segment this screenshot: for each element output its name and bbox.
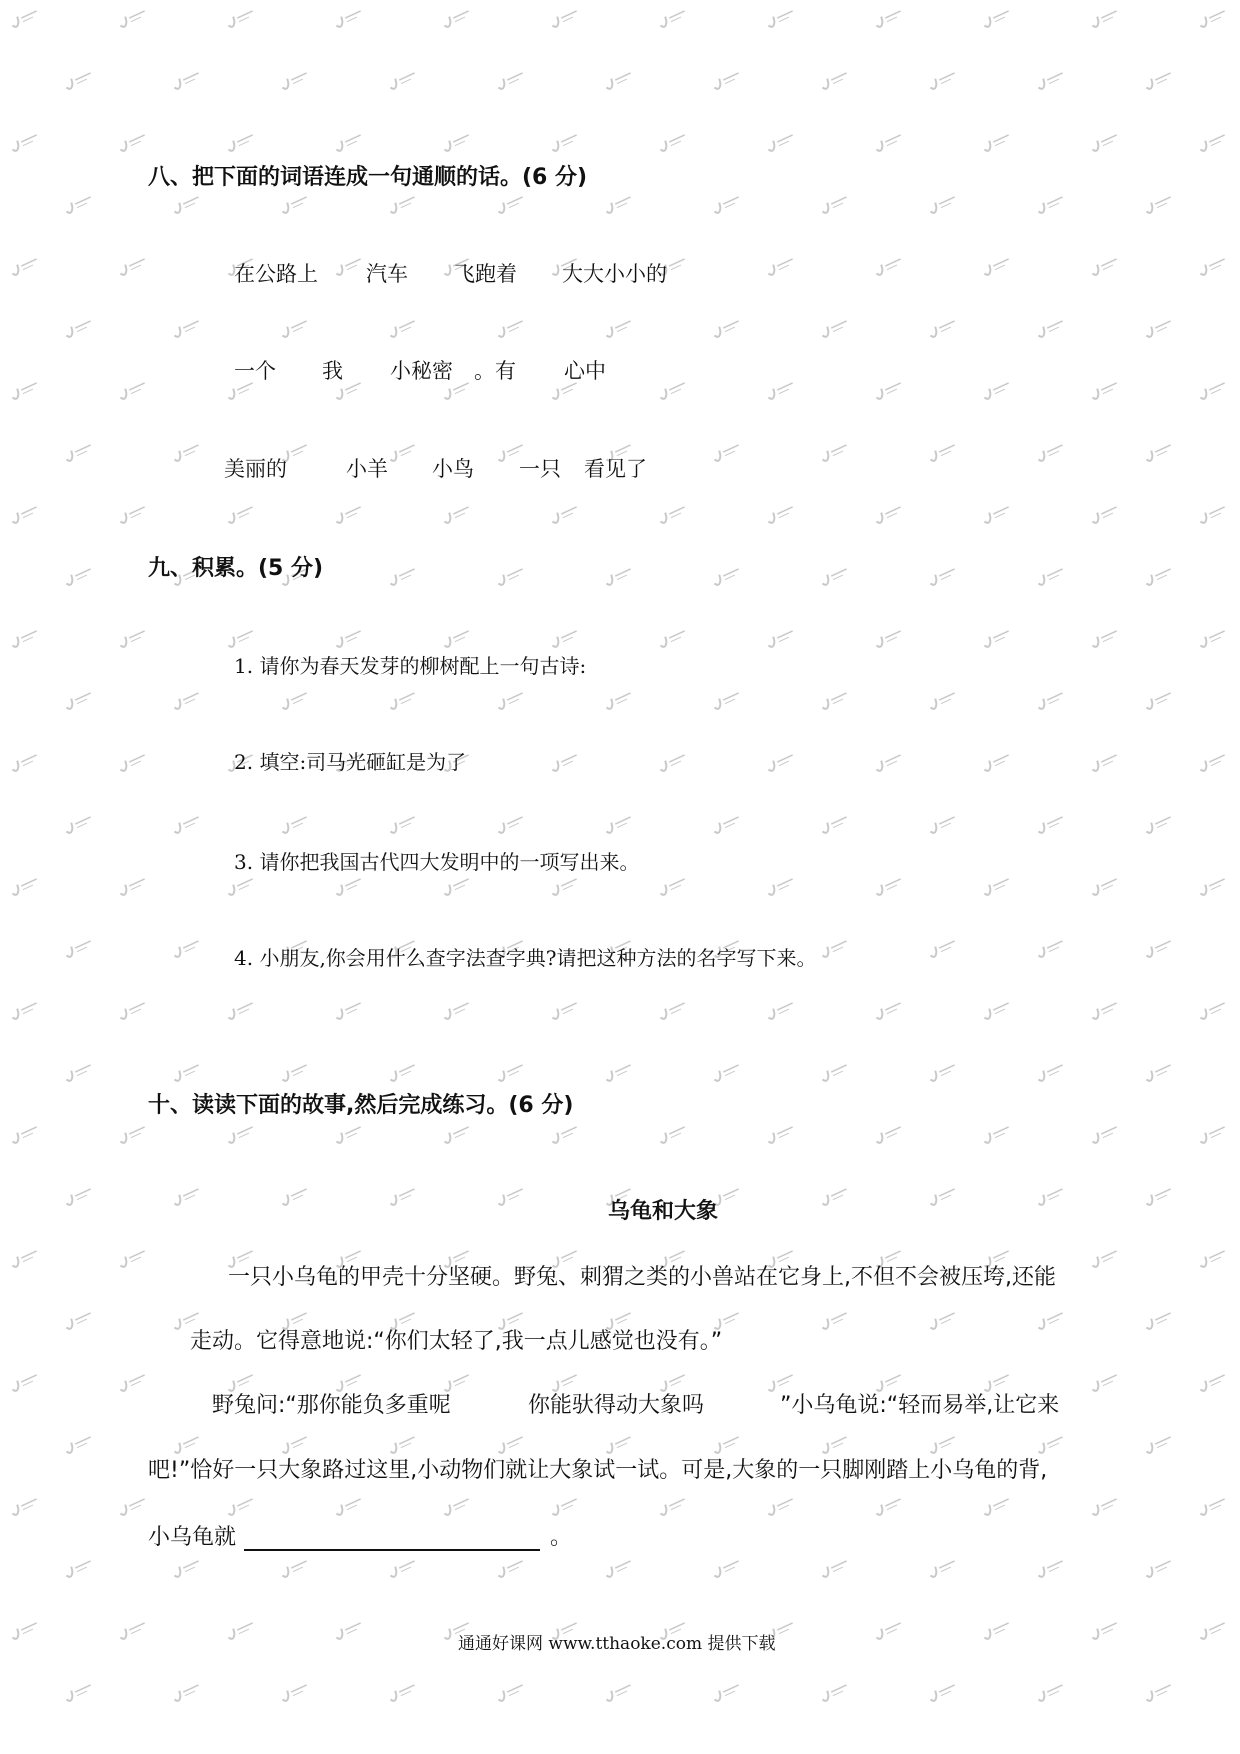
watermark-logo [1144,1434,1173,1454]
watermark-logo [550,752,579,772]
watermark-logo [1036,1062,1065,1082]
watermark-logo [604,814,633,834]
watermark-logo [388,70,417,90]
watermark-logo [982,1124,1011,1144]
watermark-logo [496,1062,525,1082]
watermark-logo [1036,1682,1065,1702]
watermark-logo [874,8,903,28]
word: 看见了 [584,457,647,481]
watermark-logo [496,1682,525,1702]
watermark-logo [1090,752,1119,772]
watermark-logo [928,1310,957,1330]
story-line-5-end: 。 [550,1525,573,1550]
watermark-logo [766,876,795,896]
watermark-logo [10,1496,39,1516]
watermark-logo [766,1000,795,1020]
watermark-logo [334,132,363,152]
story-line-3a: 野兔问:“那你能负多重呢 [212,1393,451,1418]
watermark-logo [388,1558,417,1578]
watermark-logo [64,1186,93,1206]
watermark-logo [496,690,525,710]
watermark-logo [172,1558,201,1578]
watermark-logo [712,194,741,214]
word: 大大小小的 [562,262,667,286]
watermark-logo [280,1434,309,1454]
watermark-logo [1090,1620,1119,1640]
watermark-logo [10,1372,39,1392]
watermark-logo [712,318,741,338]
watermark-logo [928,1062,957,1082]
accumulate-item-4: 4. 小朋友,你会用什么查字法查字典?请把这种方法的名字写下来。 [234,946,817,970]
watermark-logo [766,8,795,28]
watermark-logo [1036,566,1065,586]
watermark-logo [1144,814,1173,834]
watermark-logo [820,1186,849,1206]
watermark-logo [1198,876,1227,896]
watermark-logo [10,876,39,896]
watermark-logo [1144,1062,1173,1082]
story-line-5-text: 小乌龟就 [148,1525,237,1550]
watermark-logo [550,8,579,28]
watermark-logo [442,1000,471,1020]
watermark-logo [1090,1372,1119,1392]
watermark-logo [1198,628,1227,648]
watermark-logo [874,876,903,896]
watermark-logo [658,504,687,524]
watermark-logo [496,70,525,90]
watermark-logo [334,628,363,648]
watermark-logo [1144,1186,1173,1206]
watermark-logo [10,628,39,648]
watermark-logo [64,1682,93,1702]
watermark-logo [658,8,687,28]
watermark-logo [1198,1372,1227,1392]
story-title: 乌龟和大象 [608,1199,719,1224]
watermark-logo [64,1310,93,1330]
story-line-4: 吧!”恰好一只大象路过这里,小动物们就让大象试一试。可是,大象的一只脚刚踏上小乌龟的背, [148,1458,1048,1483]
watermark-logo [550,628,579,648]
watermark-logo [172,690,201,710]
watermark-logo [496,814,525,834]
watermark-logo [712,70,741,90]
watermark-logo [388,690,417,710]
watermark-logo [712,1434,741,1454]
watermark-logo [874,1000,903,1020]
watermark-logo [1090,132,1119,152]
word: 小羊 [346,457,388,481]
watermark-logo [820,318,849,338]
watermark-logo [928,194,957,214]
watermark-logo [1144,690,1173,710]
watermark-logo [928,938,957,958]
accumulate-item-1: 1. 请你为春天发芽的柳树配上一句古诗: [234,654,587,678]
watermark-logo [334,1620,363,1640]
watermark-logo [604,70,633,90]
watermark-logo [172,70,201,90]
watermark-logo [226,504,255,524]
watermark-logo [982,752,1011,772]
watermark-logo [766,1496,795,1516]
watermark-logo [280,1682,309,1702]
accumulate-item-3: 3. 请你把我国古代四大发明中的一项写出来。 [234,850,640,874]
watermark-logo [442,504,471,524]
watermark-logo [1090,1000,1119,1020]
watermark-logo [1198,132,1227,152]
watermark-logo [1090,8,1119,28]
watermark-logo [658,752,687,772]
watermark-logo [118,1000,147,1020]
watermark-logo [766,132,795,152]
watermark-logo [1036,938,1065,958]
watermark-logo [280,1062,309,1082]
watermark-logo [172,814,201,834]
watermark-logo [64,194,93,214]
watermark-logo [982,628,1011,648]
watermark-logo [1198,8,1227,28]
watermark-logo [64,1558,93,1578]
watermark-logo [982,1620,1011,1640]
watermark-logo [928,1434,957,1454]
watermark-logo [550,1124,579,1144]
watermark-logo [766,1124,795,1144]
watermark-logo [550,132,579,152]
watermark-logo [1144,938,1173,958]
watermark-logo [1090,1496,1119,1516]
watermark-logo [658,876,687,896]
word: 一只 [519,457,561,481]
watermark-logo [604,566,633,586]
watermark-logo [1144,1558,1173,1578]
watermark-logo [10,132,39,152]
watermark-logo [550,1496,579,1516]
watermark-logo [64,814,93,834]
watermark-logo [1036,1434,1065,1454]
watermark-logo [874,628,903,648]
watermark-logo [1198,752,1227,772]
watermark-logo [172,1062,201,1082]
watermark-logo [1036,194,1065,214]
watermark-logo [496,566,525,586]
watermark-logo [280,194,309,214]
watermark-logo [118,1124,147,1144]
watermark-logo [496,318,525,338]
watermark-logo [874,504,903,524]
watermark-logo [388,1062,417,1082]
watermark-logo [766,504,795,524]
page-footer: 通通好课网 www.tthaoke.com 提供下载 [458,1634,776,1654]
watermark-logo [550,504,579,524]
watermark-logo [982,8,1011,28]
watermark-logo [172,938,201,958]
watermark-logo [820,1434,849,1454]
story-line-2: 走动。它得意地说:“你们太轻了,我一点儿感觉也没有。” [190,1329,723,1354]
watermark-logo [604,1682,633,1702]
watermark-logo [874,752,903,772]
watermark-logo [118,628,147,648]
watermark-logo [1036,1186,1065,1206]
watermark-logo [982,1496,1011,1516]
watermark-logo [280,1558,309,1578]
watermark-logo [712,1558,741,1578]
watermark-logo [658,132,687,152]
watermark-logo [766,628,795,648]
watermark-logo [658,628,687,648]
watermark-logo [226,876,255,896]
watermark-logo [388,194,417,214]
watermark-logo [604,1434,633,1454]
watermark-logo [874,132,903,152]
watermark-logo [334,8,363,28]
watermark-logo [982,132,1011,152]
watermark-logo [712,1062,741,1082]
watermark-logo [1144,1682,1173,1702]
watermark-logo [928,1682,957,1702]
word: 飞跑着 [454,262,517,286]
watermark-logo [820,1310,849,1330]
watermark-logo [118,504,147,524]
watermark-logo [712,814,741,834]
watermark-logo [334,1000,363,1020]
watermark-logo [658,1000,687,1020]
watermark-logo [496,1186,525,1206]
watermark-logo [604,318,633,338]
watermark-logo [64,690,93,710]
watermark-logo [226,628,255,648]
watermark-logo [496,1434,525,1454]
watermark-logo [10,1620,39,1640]
watermark-logo [496,194,525,214]
watermark-logo [712,690,741,710]
watermark-logo [64,938,93,958]
watermark-logo [64,1434,93,1454]
word: 一个 [234,359,276,383]
watermark-logo [874,1620,903,1640]
watermark-logo [982,504,1011,524]
watermark-logo [1198,504,1227,524]
watermark-logo [172,1186,201,1206]
section10-title: 十、读读下面的故事,然后完成练习。(6 分) [148,1093,574,1118]
watermark-logo [442,8,471,28]
watermark-logo [1036,1558,1065,1578]
watermark-logo [280,690,309,710]
watermark-logo [226,1620,255,1640]
watermark-logo [10,8,39,28]
watermark-logo [388,318,417,338]
watermark-logo [10,1000,39,1020]
watermark-logo [226,1000,255,1020]
watermark-logo [1144,318,1173,338]
watermark-logo [10,1124,39,1144]
watermark-logo [442,1496,471,1516]
watermark-logo [712,566,741,586]
watermark-logo [1198,1000,1227,1020]
watermark-logo [1090,1124,1119,1144]
section9-title: 九、积累。(5 分) [148,556,324,581]
watermark-logo [496,1558,525,1578]
watermark-logo [64,318,93,338]
watermark-logo [1036,1310,1065,1330]
watermark-logo [118,8,147,28]
watermark-logo [1198,1496,1227,1516]
watermark-logo [226,1496,255,1516]
watermark-logo [118,1496,147,1516]
watermark-logo [1144,194,1173,214]
watermark-logo [766,752,795,772]
watermark-logo [820,938,849,958]
watermark-logo [820,1558,849,1578]
word: 我 [322,359,343,383]
story-line-5 [148,1520,572,1551]
watermark-logo [982,876,1011,896]
word: 汽车 [366,262,408,286]
watermark-logo [1144,566,1173,586]
watermark-logo [1198,1620,1227,1640]
watermark-logo [280,318,309,338]
word: 心中 [564,359,606,383]
watermark-logo [442,1124,471,1144]
watermark-logo [118,1372,147,1392]
watermark-logo [172,1682,201,1702]
watermark-logo [118,132,147,152]
watermark-logo [1198,1124,1227,1144]
watermark-logo [118,876,147,896]
watermark-logo [1036,814,1065,834]
watermark-logo [1036,70,1065,90]
watermark-logo [64,70,93,90]
watermark-logo [172,194,201,214]
word: 小鸟 [432,457,474,481]
story-line-3b: 你能驮得动大象吗 [528,1393,705,1418]
watermark-logo [64,566,93,586]
watermark-logo [820,1682,849,1702]
watermark-logo [442,628,471,648]
watermark-logo [1090,628,1119,648]
watermark-logo [820,814,849,834]
accumulate-item-2: 2. 填空:司马光砸缸是为了 [234,750,467,774]
watermark-logo [226,8,255,28]
watermark-logo [820,566,849,586]
watermark-logo [1144,1310,1173,1330]
watermark-logo [1144,70,1173,90]
watermark-logo [550,876,579,896]
section8-title: 八、把下面的词语连成一句通顺的话。(6 分) [148,165,588,190]
watermark-logo [172,318,201,338]
watermark-logo [1090,876,1119,896]
watermark-logo [604,1558,633,1578]
watermark-logo [388,566,417,586]
word: 。有 [474,359,516,383]
watermark-logo [928,566,957,586]
watermark-logo [1090,1248,1119,1268]
watermark-logo [280,814,309,834]
watermark-logo [604,194,633,214]
watermark-logo [982,1000,1011,1020]
watermark-logo [118,752,147,772]
watermark-logo [928,318,957,338]
watermark-logo [550,1000,579,1020]
watermark-logo [604,690,633,710]
watermark-logo [118,1248,147,1268]
watermark-logo [928,814,957,834]
watermark-logo [334,1496,363,1516]
watermark-logo [64,1062,93,1082]
watermark-logo [604,1062,633,1082]
watermark-logo [1198,1248,1227,1268]
watermark-logo [10,504,39,524]
watermark-logo [928,1558,957,1578]
watermark-logo [874,1124,903,1144]
watermark-logo [334,876,363,896]
watermark-logo [1036,690,1065,710]
watermark-logo [226,132,255,152]
watermark-logo [874,1496,903,1516]
watermark-logo [820,194,849,214]
watermark-logo [334,504,363,524]
watermark-logo [658,1124,687,1144]
watermark-logo [1090,504,1119,524]
watermark-logo [388,814,417,834]
watermark-logo [388,1434,417,1454]
story-line-3c: ”小乌龟说:“轻而易举,让它来 [780,1393,1060,1418]
watermark-logo [172,1434,201,1454]
watermark-logo [388,1682,417,1702]
watermark-logo [1036,318,1065,338]
word: 美丽的 [224,457,287,481]
watermark-logo [10,1248,39,1268]
watermark-logo [712,1682,741,1702]
word: 在公路上 [234,262,318,286]
watermark-logo [820,1062,849,1082]
watermark-logo [928,1186,957,1206]
watermark-logo [928,690,957,710]
watermark-logo [658,1496,687,1516]
watermark-logo [118,1620,147,1640]
watermark-logo [388,1186,417,1206]
story-line-1: 一只小乌龟的甲壳十分坚硬。野兔、刺猬之类的小兽站在它身上,不但不会被压垮,还能 [228,1265,1056,1290]
answer-blank[interactable] [244,1527,540,1551]
watermark-logo [334,1124,363,1144]
word-group-2 [0,355,1240,385]
watermark-logo [820,690,849,710]
word-group-3 [0,453,1240,483]
watermark-logo [820,70,849,90]
watermark-logo [280,1186,309,1206]
watermark-logo [226,1124,255,1144]
word-group-1 [0,258,1240,288]
watermark-logo [10,752,39,772]
word: 小秘密 [390,359,453,383]
watermark-logo [928,70,957,90]
watermark-logo [442,876,471,896]
watermark-logo [280,70,309,90]
watermark-logo [442,132,471,152]
